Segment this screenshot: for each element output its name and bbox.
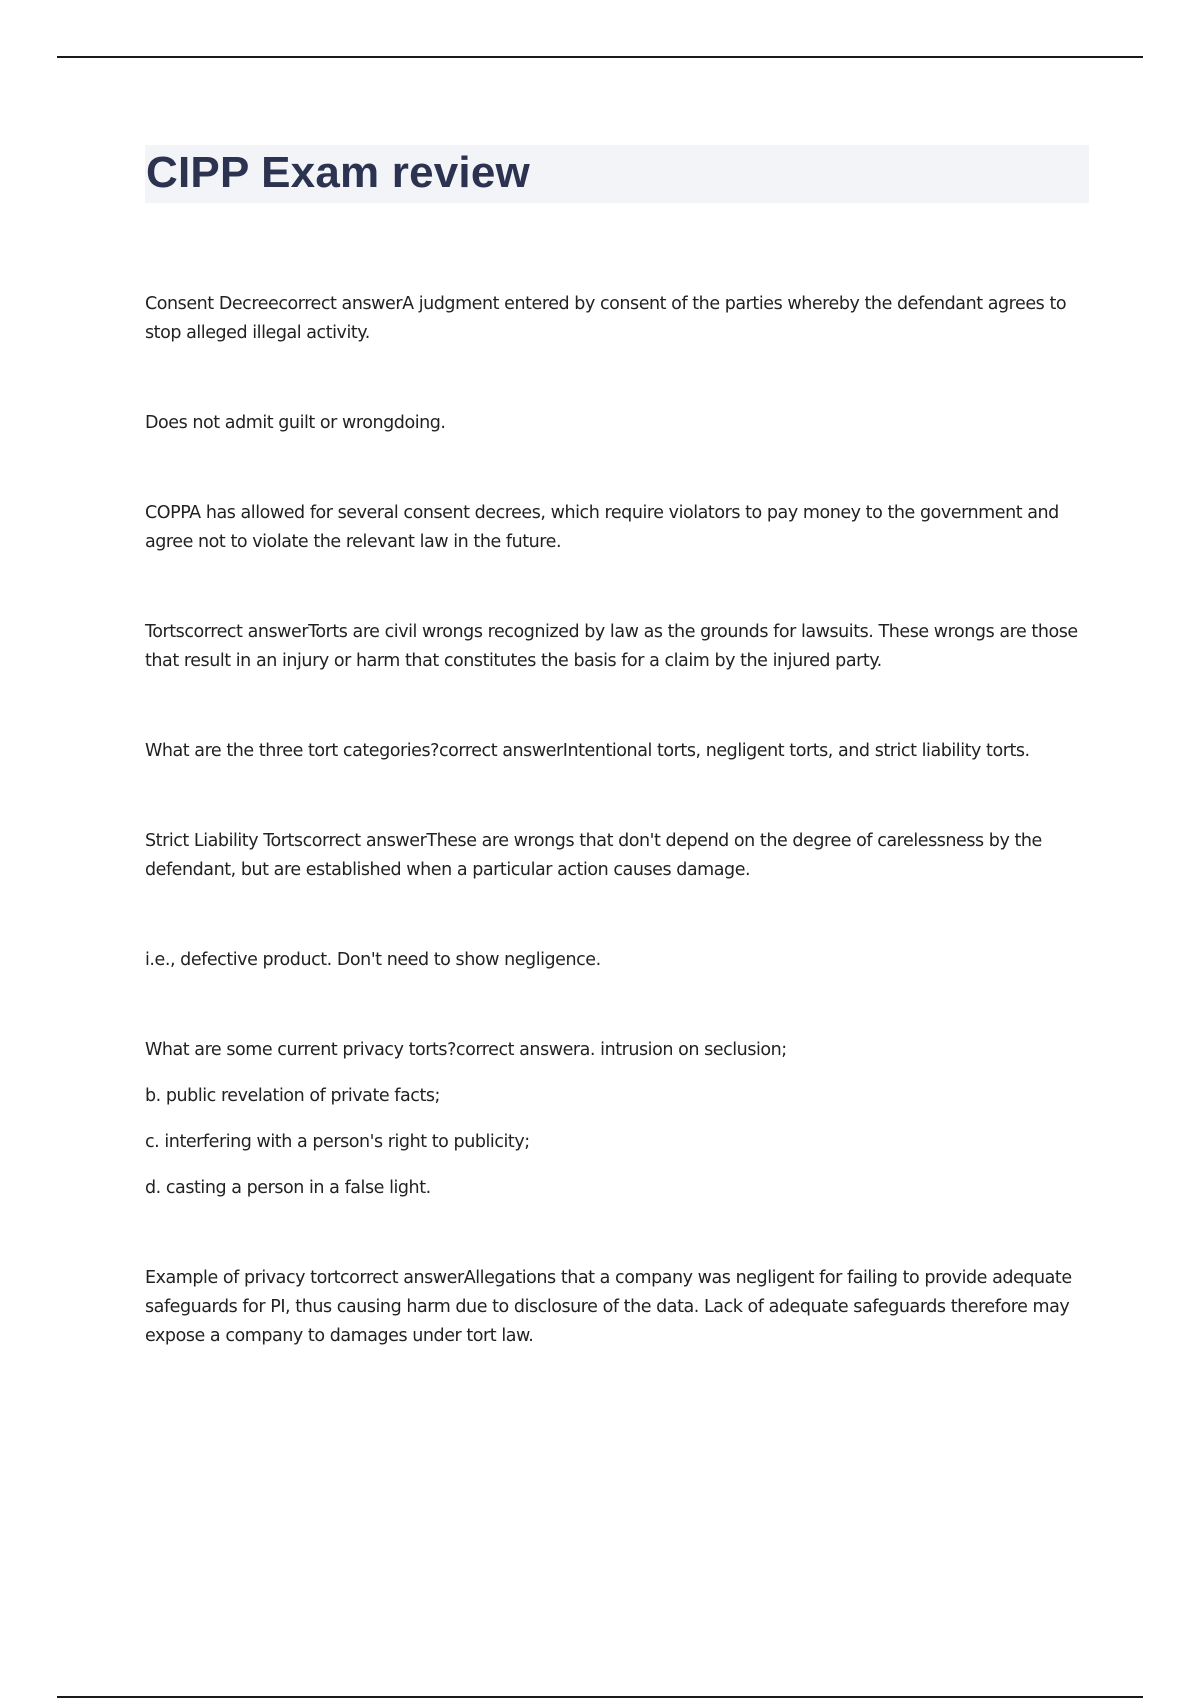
list-item-publicity: c. interfering with a person's right to publicity; <box>145 1132 530 1152</box>
paragraph-tort-categories: What are the three tort categories?correct answerIntentional torts, negligent torts, and strict liability torts. <box>145 741 1030 761</box>
list-item-public-revelation: b. public revelation of private facts; <box>145 1086 440 1106</box>
paragraph-coppa: COPPA has allowed for several consent decrees, which require violators to pay money to the government and agree not to violate the relevant law in the future. <box>145 503 1059 552</box>
paragraph-privacy-torts: What are some current privacy torts?correct answera. intrusion on seclusion; <box>145 1040 787 1060</box>
paragraph-no-guilt: Does not admit guilt or wrongdoing. <box>145 413 446 433</box>
document-title: CIPP Exam review <box>146 148 530 197</box>
top-rule <box>57 56 1143 58</box>
paragraph-strict-liability: Strict Liability Tortscorrect answerThese are wrongs that don't depend on the degree of carelessness by the defendant, but are established when a particular action causes damage. <box>145 831 1042 880</box>
bottom-rule <box>57 1696 1143 1698</box>
paragraph-defective-product: i.e., defective product. Don't need to show negligence. <box>145 950 601 970</box>
paragraph-torts: Tortscorrect answerTorts are civil wrongs recognized by law as the grounds for lawsuits. These wrongs are those that result in an injury or harm that constitutes the basis for a claim by the injured party. <box>145 622 1078 671</box>
document-body <box>145 290 1095 1351</box>
paragraph-privacy-tort-example: Example of privacy tortcorrect answerAllegations that a company was negligent for failing to provide adequate safeguards for PI, thus causing harm due to disclosure of the data. Lack of adequate safeguards therefore may expose a company to damages under tort law. <box>145 1268 1072 1346</box>
paragraph-consent-decree: Consent Decreecorrect answerA judgment entered by consent of the parties whereby the defendant agrees to stop alleged illegal activity. <box>145 294 1067 343</box>
list-item-false-light: d. casting a person in a false light. <box>145 1178 431 1198</box>
